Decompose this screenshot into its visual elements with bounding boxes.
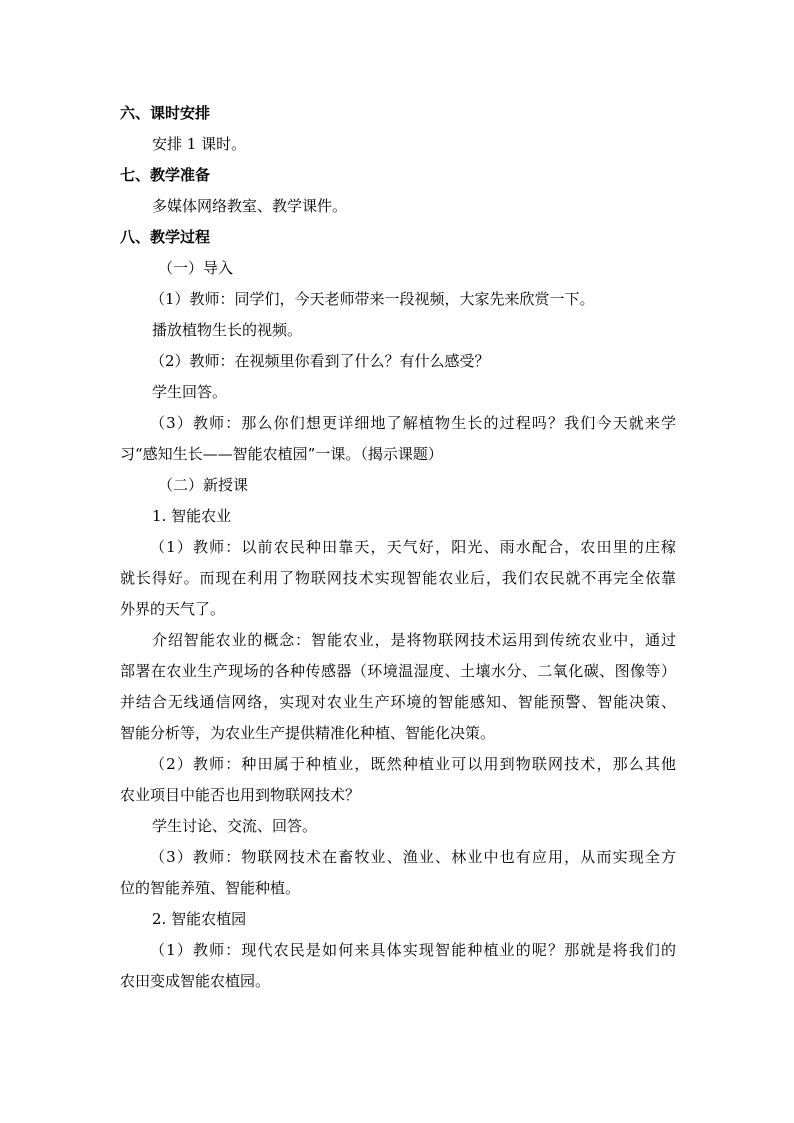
- smart-agri-paragraph-2b: 学生讨论、交流、回答。: [152, 817, 318, 835]
- intro-paragraph-3-line-1: （3）教师：那么你们想更详细地了解植物生长的过程吗？我们今天就来学: [150, 414, 676, 432]
- concept-paragraph-line-4: 智能分析等，为农业生产提供精准化种植、智能化决策。: [120, 724, 496, 742]
- farm-garden-paragraph-1-line-2: 农田变成智能农植园。: [120, 972, 271, 990]
- subsection-title-intro: （一）导入: [158, 259, 234, 277]
- smart-agri-paragraph-3-line-2: 位的智能养殖、智能种植。: [120, 879, 301, 897]
- smart-agri-paragraph-1-line-3: 外界的天气了。: [120, 600, 226, 618]
- intro-paragraph-2: （2）教师：在视频里你看到了什么？有什么感受？: [150, 352, 490, 370]
- section-heading-process: 八、教学过程: [120, 228, 211, 246]
- topic-title-smart-farm-garden: 2. 智能农植园: [152, 910, 247, 928]
- concept-paragraph-line-2: 部署在农业生产现场的各种传感器（环境温湿度、土壤水分、二氧化碳、图像等）: [120, 662, 676, 680]
- intro-paragraph-1: （1）教师：同学们，今天老师带来一段视频，大家先来欣赏一下。: [150, 290, 595, 308]
- section-heading-schedule: 六、课时安排: [120, 104, 211, 122]
- smart-agri-paragraph-3-line-1: （3）教师：物联网技术在畜牧业、渔业、林业中也有应用，从而实现全方: [150, 848, 676, 866]
- smart-agri-paragraph-1-line-2: 就长得好。而现在利用了物联网技术实现智能农业后，我们农民就不再完全依靠: [120, 569, 676, 587]
- preparation-text: 多媒体网络教室、教学课件。: [152, 197, 348, 215]
- concept-paragraph-line-1: 介绍智能农业的概念：智能农业，是将物联网技术运用到传统农业中，通过: [152, 631, 676, 649]
- topic-title-smart-agriculture: 1. 智能农业: [152, 507, 232, 525]
- intro-paragraph-3-line-2: 习“感知生长——智能农植园”一课。（揭示课题）: [120, 445, 443, 463]
- schedule-text: 安排 1 课时。: [152, 135, 247, 153]
- smart-agri-paragraph-1-line-1: （1）教师：以前农民种田靠天，天气好，阳光、雨水配合，农田里的庄稼: [150, 538, 676, 556]
- subsection-title-new-lesson: （二）新授课: [158, 476, 249, 494]
- smart-agri-paragraph-2-line-2: 农业项目中能否也用到物联网技术？: [120, 786, 361, 804]
- smart-agri-paragraph-2-line-1: （2）教师：种田属于种植业，既然种植业可以用到物联网技术，那么其他: [150, 755, 676, 773]
- intro-paragraph-2b: 学生回答。: [152, 383, 228, 401]
- concept-paragraph-line-3: 并结合无线通信网络，实现对农业生产环境的智能感知、智能预警、智能决策、: [120, 693, 676, 711]
- document-body: [120, 98, 676, 997]
- farm-garden-paragraph-1-line-1: （1）教师：现代农民是如何来具体实现智能种植业的呢？那就是将我们的: [150, 941, 676, 959]
- intro-paragraph-1b: 播放植物生长的视频。: [152, 321, 303, 339]
- section-heading-preparation: 七、教学准备: [120, 166, 211, 184]
